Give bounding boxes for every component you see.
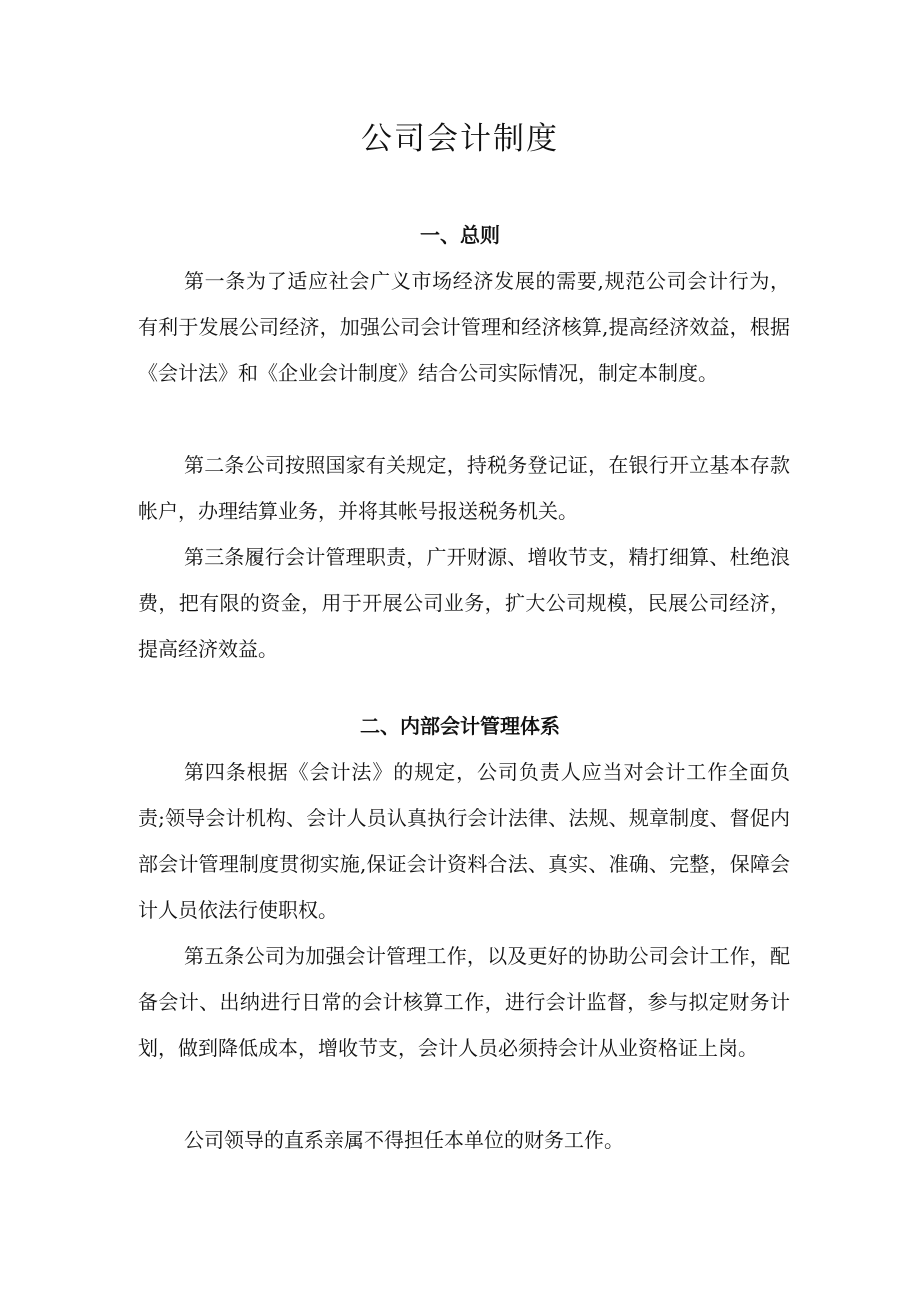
article-4-paragraph: 第四条根据《会计法》的规定，公司负责人应当对会计工作全面负责;领导会计机构、会计人员认真执行会计法律、法规、规章制度、督促内部会计管理制度贯彻实施,保证会计资料合法、真实、准确、完整，保障会计人员依法行使职权。 (138, 760, 790, 922)
article-1-paragraph: 第一条为了适应社会广义市场经济发展的需要,规范公司会计行为，有利于发展公司经济，加强公司会计管理和经济核算,提高经济效益，根据《会计法》和《企业会计制度》结合公司实际情况，制定本制度。 (138, 269, 790, 385)
section-heading-general: 一、总则 (420, 223, 500, 247)
document-title: 公司会计制度 (361, 121, 559, 157)
relatives-restriction-paragraph: 公司领导的直系亲属不得担任本单位的财务工作。 (184, 1128, 624, 1152)
article-2-paragraph: 第二条公司按照国家有关规定，持税务登记证，在银行开立基本存款帐户，办理结算业务，并将其帐号报送税务机关。 (138, 453, 790, 523)
article-3-paragraph: 第三条履行会计管理职责，广开财源、增收节支，精打细算、杜绝浪费，把有限的资金，用于开展公司业务，扩大公司规模，民展公司经济，提高经济效益。 (138, 545, 790, 661)
article-5-paragraph: 第五条公司为加强会计管理工作，以及更好的协助公司会计工作，配备会计、出纳进行日常的会计核算工作，进行会计监督，参与拟定财务计划，做到降低成本，增收节支，会计人员必须持会计从业资格证上岗。 (138, 944, 790, 1060)
section-heading-internal-accounting: 二、内部会计管理体系 (360, 714, 560, 738)
